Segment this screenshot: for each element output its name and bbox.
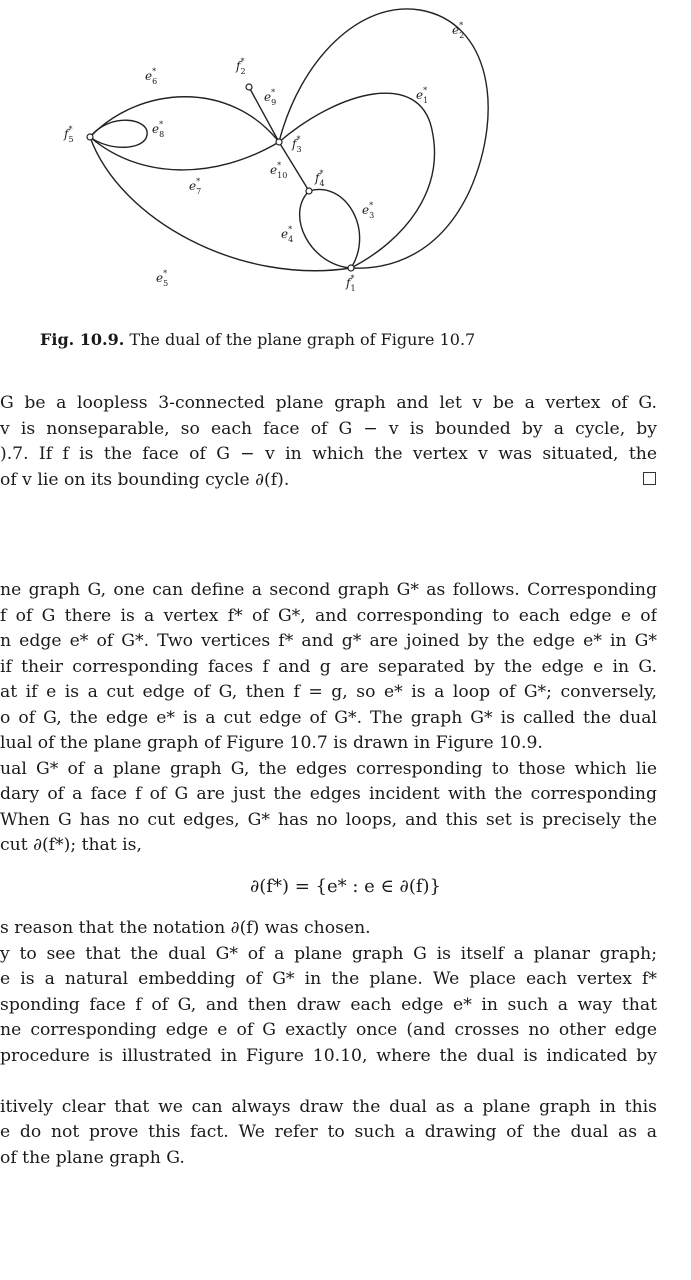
figure-caption-number: Fig. 10.9. (40, 330, 125, 349)
body-line: of the plane graph G. (0, 1147, 185, 1168)
label-e8: e* 8 (152, 120, 165, 139)
edge-e7 (90, 137, 279, 170)
label-f3: f* 3 (292, 135, 302, 154)
proof-line: G be a loopless 3-connected plane graph and let v be a vertex of G. (0, 393, 657, 413)
label-e3: e* 3 (362, 201, 375, 220)
edge-e3 (309, 189, 360, 268)
edge-e2 (279, 9, 488, 268)
vertex-f5 (87, 134, 93, 140)
body-line (0, 1069, 657, 1095)
vertex-f2 (246, 84, 252, 90)
edge-e4 (300, 191, 351, 268)
body-paragraph-b (0, 916, 691, 1171)
dual-graph-figure (0, 0, 691, 320)
vertex-f4 (306, 188, 312, 194)
label-e5: e* 5 (156, 269, 169, 288)
body-line: n edge e* of G*. Two vertices f* and g* are joined by the edge e* in G* (0, 631, 657, 651)
body-line: dary of a face f of G are just the edges incident with the corresponding (0, 784, 657, 804)
proof-line: of v lie on its bounding cycle ∂(f). (0, 469, 290, 490)
label-e10: e* 10 (270, 161, 288, 180)
proof-paragraph (0, 391, 691, 493)
body-line: ne graph G, one can define a second graph G* as follows. Corresponding (0, 580, 657, 600)
body-line: cut ∂(f*); that is, (0, 835, 142, 855)
body-line: itively clear that we can always draw the dual as a plane graph in this (0, 1096, 657, 1117)
body-line: at if e is a cut edge of G, then f = g, so e* is a loop of G*; conversely, (0, 682, 657, 702)
label-f4: f* 4 (315, 169, 325, 188)
proof-line: v is nonseparable, so each face of G − v is bounded by a cycle, by (0, 418, 657, 439)
label-e9: e* 9 (264, 88, 277, 107)
body-line: sponding face f of G, and then draw each edge e* in such a way that (0, 994, 657, 1015)
vertex-f3 (276, 139, 282, 145)
body-line: lual of the plane graph of Figure 10.7 is drawn in Figure 10.9. (0, 733, 543, 753)
figure-caption-text: The dual of the plane graph of Figure 10.7 (129, 330, 476, 349)
body-line: s reason that the notation ∂(f) was chosen. (0, 918, 371, 938)
label-e6: e* 6 (145, 67, 158, 86)
qed-square-icon (643, 472, 656, 485)
body-paragraph-a (0, 578, 691, 859)
label-f2: f* 2 (236, 57, 246, 76)
body-line: ual G* of a plane graph G, the edges corresponding to those which lie (0, 758, 657, 779)
body-line: y to see that the dual G* of a plane graph G is itself a planar graph; (0, 943, 657, 964)
body-line: if their corresponding faces f and g are separated by the edge e in G. (0, 656, 657, 677)
body-line: e do not prove this fact. We refer to such a drawing of the dual as a (0, 1122, 657, 1142)
vertex-f1 (348, 265, 354, 271)
label-e2: e* 2 (452, 21, 465, 40)
label-f5: f* 5 (64, 125, 74, 144)
figure-caption (40, 330, 475, 349)
display-formula: ∂(f*) = {e* : e ∈ ∂(f)} (249, 876, 442, 897)
body-line: When G has no cut edges, G* has no loops, and this set is precisely the (0, 809, 657, 830)
edge-e5 (90, 137, 351, 271)
body-line: f of G there is a vertex f* of G*, and corresponding to each edge e of (0, 605, 657, 626)
body-line: ne corresponding edge e of G exactly once (and crosses no other edge (0, 1020, 657, 1040)
body-line: procedure is illustrated in Figure 10.10, where the dual is indicated by (0, 1045, 657, 1066)
label-e1: e* 1 (416, 86, 429, 105)
proof-line: ).7. If f is the face of G − v in which the vertex v was situated, the (0, 444, 657, 464)
body-line: e is a natural embedding of G* in the plane. We place each vertex f* (0, 969, 657, 989)
edge-e6 (90, 97, 279, 142)
label-e7: e* 7 (189, 177, 202, 196)
body-line: o of G, the edge e* is a cut edge of G*. The graph G* is called the dual (0, 707, 657, 728)
label-e4: e* 4 (281, 225, 294, 244)
label-f1: f* 1 (346, 274, 356, 293)
